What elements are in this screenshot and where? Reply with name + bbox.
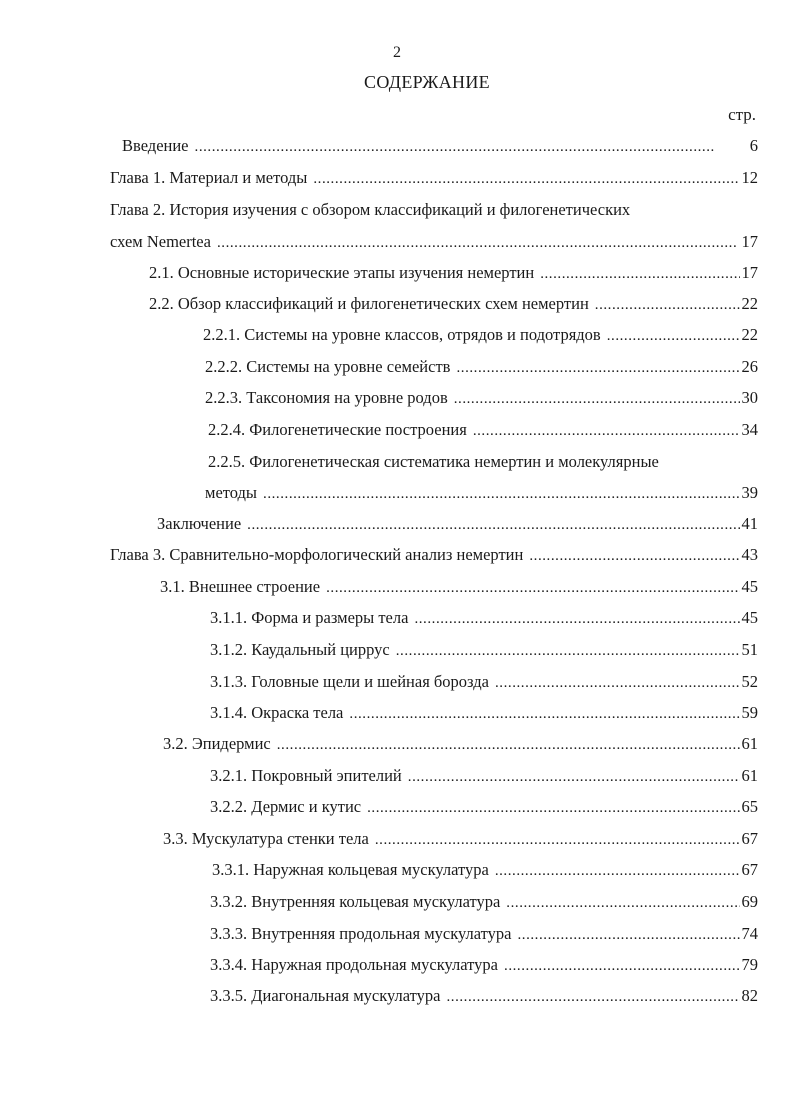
toc-entry-2-2-4: [208, 420, 758, 441]
toc-entry-page: 41: [741, 514, 758, 533]
toc-entry-2-2-2: [205, 357, 758, 378]
toc-entry-page: 22: [741, 294, 758, 313]
toc-entry-label: 2.2.1. Системы на уровне классов, отрядов и подотрядов: [203, 325, 601, 344]
toc-leader-dots: [495, 673, 740, 693]
toc-leader-dots: [414, 609, 739, 629]
toc-entry-label: Введение: [122, 136, 189, 155]
toc-leader-dots: [349, 704, 739, 724]
toc-entry-2-2: [149, 294, 758, 315]
toc-entry-label: 3.3.4. Наружная продольная мускулатура: [210, 955, 499, 974]
toc-entry-label: 3.1.4. Окраска тела: [210, 703, 344, 722]
toc-entry-3-1-1: [210, 608, 758, 629]
toc-entry-label: 3.3. Мускулатура стенки тела: [163, 829, 369, 848]
toc-entry-page: 82: [741, 986, 758, 1005]
toc-leader-dots: [217, 233, 740, 253]
toc-entry-3-2: [163, 734, 758, 755]
toc-entry-label: Глава 1. Материал и методы: [110, 168, 308, 187]
toc-entry-label: схем Nemertea: [110, 232, 211, 251]
toc-leader-dots: [375, 830, 740, 850]
toc-entry-label: 2.2.2. Системы на уровне семейств: [205, 357, 451, 376]
toc-entry-label: 3.2.2. Дермис и кутис: [210, 797, 362, 816]
toc-entry-label: 3.3.1. Наружная кольцевая мускулатура: [212, 860, 489, 879]
toc-entry-page: 61: [741, 766, 758, 785]
toc-entry-label: Глава 3. Сравнительно-морфологический анализ немертин: [110, 545, 524, 564]
toc-entry-page: 30: [741, 388, 758, 407]
page-title: СОДЕРЖАНИЕ: [364, 72, 490, 92]
toc-entry-page: 74: [741, 924, 758, 943]
toc-leader-dots: [517, 925, 739, 945]
toc-entry-3-3-1: [212, 860, 758, 881]
toc-leader-dots: [408, 767, 740, 787]
toc-entry-page: 22: [741, 325, 758, 344]
toc-leader-dots: [326, 578, 739, 598]
toc-entry-page: 52: [741, 672, 758, 691]
toc-entry-page: 6: [749, 136, 758, 155]
toc-leader-dots: [456, 358, 739, 378]
toc-leader-dots: [277, 735, 740, 755]
toc-entry-page: 12: [741, 168, 758, 187]
toc-entry-page: 34: [741, 420, 758, 439]
toc-leader-dots: [313, 169, 739, 189]
toc-entry-page: 61: [741, 734, 758, 753]
toc-entry-label: методы: [205, 483, 258, 502]
toc-entry-label-line1: Глава 2. История изучения с обзором классификаций и филогенетических: [110, 200, 631, 219]
toc-entry-3-1-4: [210, 703, 758, 724]
toc-entry-page: 39: [741, 483, 758, 502]
toc-entry-label: 3.1. Внешнее строение: [160, 577, 321, 596]
toc-entry-label: 2.1. Основные исторические этапы изучения немертин: [149, 263, 535, 282]
toc-entry-2-2-1: [203, 325, 758, 346]
toc-entry-label: 3.2.1. Покровный эпителий: [210, 766, 402, 785]
toc-entry-page: 69: [741, 892, 758, 911]
toc-entry-3-3-5: [210, 986, 758, 1007]
toc-entry-label: 3.1.1. Форма и размеры тела: [210, 608, 409, 627]
toc-leader-dots: [247, 515, 739, 535]
toc-entry-page: 65: [741, 797, 758, 816]
toc-entry-page: 59: [741, 703, 758, 722]
toc-entry-2-2-3: [205, 388, 758, 409]
toc-entry-page: 67: [741, 860, 758, 879]
page-number: 2: [393, 44, 401, 61]
toc-entry-label: 3.3.5. Диагональная мускулатура: [210, 986, 441, 1005]
toc-entry-label: Заключение: [157, 514, 242, 533]
toc-entry-label: 2.2. Обзор классификаций и филогенетических схем немертин: [149, 294, 589, 313]
toc-entry-3-1: [160, 577, 758, 598]
toc-entry-page: 79: [741, 955, 758, 974]
toc-entry-label: 3.2. Эпидермис: [163, 734, 271, 753]
toc-leader-dots: [506, 893, 739, 913]
toc-entry-3-2-2: [210, 797, 758, 818]
toc-entry-3-3: [163, 829, 758, 850]
pages-column-label: стр.: [728, 105, 756, 124]
toc-entry-label: 3.1.2. Каудальный циррус: [210, 640, 390, 659]
toc-entry-conclusion: [157, 514, 758, 535]
toc-entry-chapter-3: [110, 545, 758, 566]
toc-entry-chapter-1: [110, 168, 758, 189]
toc-entry-page: 51: [741, 640, 758, 659]
toc-entry-chapter-2: [110, 200, 758, 253]
toc-leader-dots: [529, 546, 739, 566]
toc-entry-2-2-5: [205, 452, 758, 504]
toc-entry-page: 45: [741, 577, 758, 596]
toc-entry-label: 3.3.3. Внутренняя продольная мускулатура: [210, 924, 512, 943]
toc-entry-label: 2.2.4. Филогенетические построения: [208, 420, 467, 439]
toc-entry-page: 45: [741, 608, 758, 627]
toc-entry-3-1-3: [210, 672, 758, 693]
toc-leader-dots: [607, 326, 740, 346]
toc-entry-label: 2.2.3. Таксономия на уровне родов: [205, 388, 448, 407]
toc-entry-page: 67: [741, 829, 758, 848]
toc-entry-3-1-2: [210, 640, 758, 661]
toc-leader-dots: [473, 421, 740, 441]
toc-leader-dots: [195, 137, 748, 157]
toc-leader-dots: [446, 987, 739, 1007]
toc-entry-3-2-1: [210, 766, 758, 787]
toc-leader-dots: [595, 295, 740, 315]
toc-entry-introduction: [122, 136, 758, 157]
toc-leader-dots: [504, 956, 739, 976]
toc-entry-page: 17: [741, 232, 758, 251]
toc-entry-3-3-4: [210, 955, 758, 976]
toc-entry-3-3-2: [210, 892, 758, 913]
toc-leader-dots: [454, 389, 740, 409]
toc-entry-2-1: [149, 263, 758, 284]
toc-entry-3-3-3: [210, 924, 758, 945]
toc-leader-dots: [396, 641, 740, 661]
toc-entry-label-line1: 2.2.5. Филогенетическая систематика немертин и молекулярные: [208, 452, 659, 471]
toc-entry-label: 3.1.3. Головные щели и шейная борозда: [210, 672, 489, 691]
toc-leader-dots: [263, 484, 739, 504]
toc-entry-page: 43: [741, 545, 758, 564]
toc-leader-dots: [367, 798, 739, 818]
toc-entry-page: 17: [741, 263, 758, 282]
toc-entry-label: 3.3.2. Внутренняя кольцевая мускулатура: [210, 892, 501, 911]
toc-leader-dots: [495, 861, 740, 881]
toc-entry-page: 26: [741, 357, 758, 376]
toc-leader-dots: [540, 264, 739, 284]
